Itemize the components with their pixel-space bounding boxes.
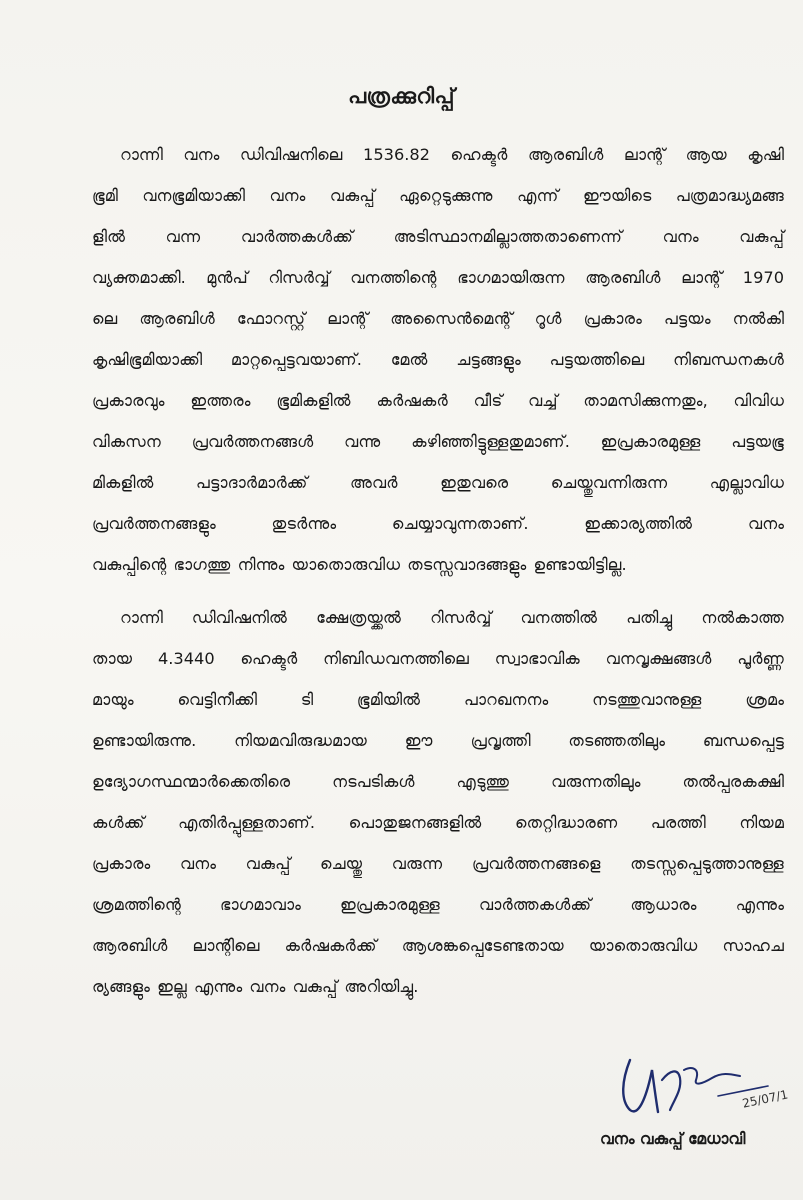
paragraph-line: റാന്നി ഡിവിഷനിൽ ക്ഷേത്രയ്ക്കൽ റിസർവ്വ് വനത്തിൽ പതിച്ചു നൽകാത്ത [120,608,784,627]
handwritten-signature [600,1040,790,1130]
paragraph-line: ര്യങ്ങളും ഇല്ല എന്നും വനം വകുപ്പ് അറിയിച്ചു. [92,977,419,996]
paragraph-line: ഭൂമി വനഭൂമിയാക്കി വനം വകുപ്പ് ഏറ്റെടുക്കുന്നു എന്ന് ഈയിടെ പത്രമാദ്ധ്യമങ്ങ [92,186,784,205]
paragraph-line: മികളിൽ പട്ടാദാർമാർക്ക് അവർ ഇതുവരെ ചെയ്തുവന്നിരുന്ന എല്ലാവിധ [92,473,784,492]
paragraph-line: മായും വെട്ടിനീക്കി ടി ഭൂമിയിൽ പാറഖനനം നടത്തുവാനുള്ള ശ്രമം [92,690,784,709]
paragraph-line: കൃഷിഭൂമിയാക്കി മാറ്റപ്പെട്ടവയാണ്. മേൽ ചട്ടങ്ങളും പട്ടയത്തിലെ നിബന്ധനകൾ [92,350,784,369]
paragraph-line: ആരബിൾ ലാന്റിലെ കർഷകർക്ക് ആശങ്കപ്പെടേണ്ടതായ യാതൊരുവിധ സാഹച [92,936,784,955]
document-title: പത്രക്കുറിപ്പ് [348,84,455,108]
paragraph-gap [92,585,784,597]
paragraph-line: വ്യക്തമാക്കി. മുൻപ് റിസർവ്വ് വനത്തിന്റെ ഭാഗമായിരുന്ന ആരബിൾ ലാന്റ് 1970 [92,268,784,287]
paragraph-line: ലെ ആരബിൾ ഫോറസ്റ്റ് ലാന്റ് അസൈൻമെന്റ് റൂൾ പ്രകാരം പട്ടയം നൽകി [92,309,784,328]
paragraph-line: വികസന പ്രവർത്തനങ്ങൾ വന്നു കഴിഞ്ഞിട്ടുള്ളതുമാണ്. ഇപ്രകാരമുള്ള പട്ടയഭൂ [92,432,784,451]
paragraph-line: റാന്നി വനം ഡിവിഷനിലെ 1536.82 ഹെക്ടർ ആരബിൾ ലാന്റ് ആയ കൃഷി [120,145,784,164]
paragraph-line: പ്രവർത്തനങ്ങളും തുടർന്നും ചെയ്യാവുന്നതാണ്. ഇക്കാര്യത്തിൽ വനം [92,514,784,533]
paragraph-line: ളിൽ വന്ന വാർത്തകൾക്ക് അടിസ്ഥാനമില്ലാത്തതാണെന്ന് വനം വകുപ്പ് [92,227,784,246]
paragraph-line: വകുപ്പിന്റെ ഭാഗത്തു നിന്നും യാതൊരുവിധ തടസ്സവാദങ്ങളും ഉണ്ടായിട്ടില്ല. [92,555,627,574]
paragraph-line: പ്രകാരവും ഇത്തരം ഭൂമികളിൽ കർഷകർ വീട് വച്ച് താമസിക്കുന്നതും, വിവിധ [92,391,784,410]
signatory-designation: വനം വകുപ്പ് മേധാവി [600,1130,746,1148]
paragraph-line: പ്രകാരം വനം വകുപ്പ് ചെയ്തു വരുന്ന പ്രവർത്തനങ്ങളെ തടസ്സപ്പെടുത്താനുള്ള [92,854,784,873]
paragraph-line: ശ്രമത്തിന്റെ ഭാഗമാവാം ഇപ്രകാരമുള്ള വാർത്തകൾക്ക് ആധാരം എന്നും [92,895,784,914]
paragraph-line: ഉണ്ടായിരുന്നു. നിയമവിരുദ്ധമായ ഈ പ്രവൃത്തി തടഞ്ഞതിലും ബന്ധപ്പെട്ട [92,731,784,750]
paragraph-line: തായ 4.3440 ഹെക്ടർ നിബിഡവനത്തിലെ സ്വാഭാവിക വനവൃക്ഷങ്ങൾ പൂർണ്ണ [92,649,784,668]
paragraph-line: കൾക്ക് എതിർപ്പുള്ളതാണ്. പൊതുജനങ്ങളിൽ തെറ്റിദ്ധാരണ പരത്തി നിയമ [92,813,784,832]
document-body [92,134,784,1007]
signature-date: 25/07/1 [741,1087,790,1111]
paragraph-line: ഉദ്യോഗസ്ഥന്മാർക്കെതിരെ നടപടികൾ എടുത്തു വരുന്നതിലും തൽപ്പരകക്ഷി [92,772,784,791]
